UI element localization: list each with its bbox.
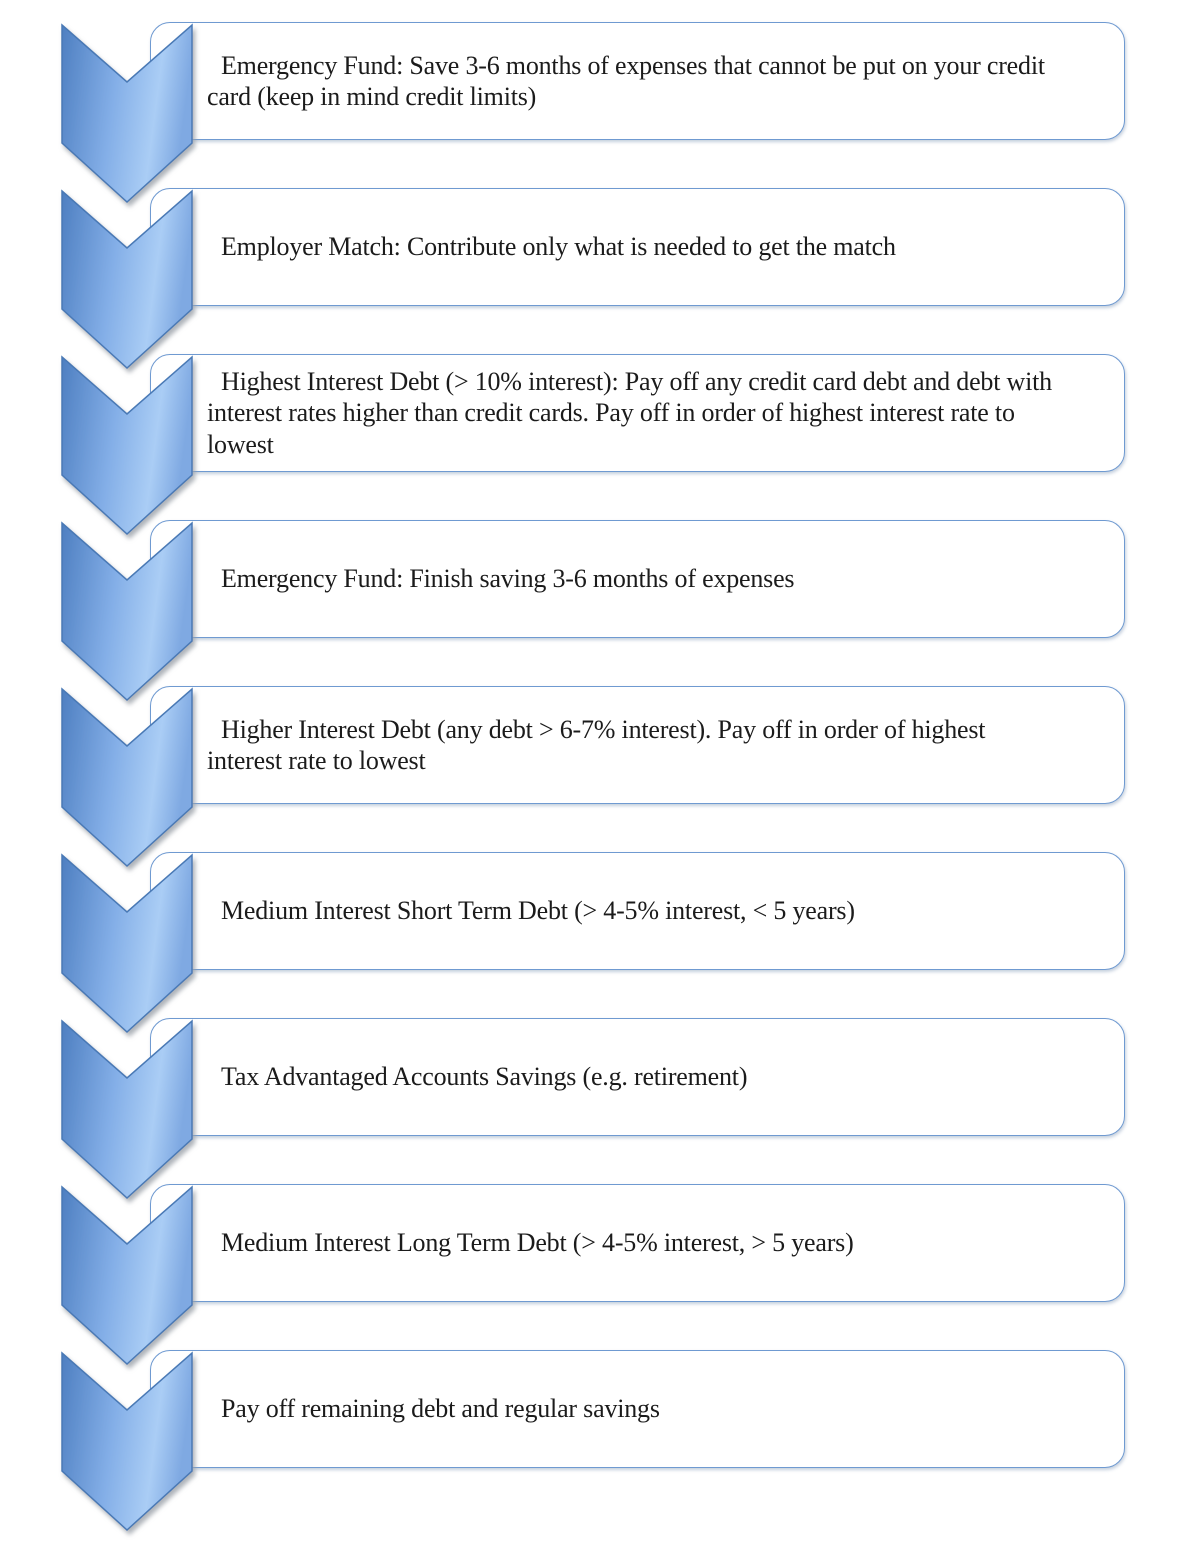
step-text: Medium Interest Long Term Debt (> 4-5% interest, > 5 years)	[221, 1228, 854, 1258]
step-text: Medium Interest Short Term Debt (> 4-5% interest, < 5 years)	[221, 896, 855, 926]
step-box	[150, 686, 1125, 804]
process-step-row	[0, 188, 1200, 354]
step-box	[150, 188, 1125, 306]
step-box	[150, 1184, 1125, 1302]
process-step-row	[0, 852, 1200, 1018]
step-box	[150, 852, 1125, 970]
process-step-row	[0, 1018, 1200, 1184]
process-step-row	[0, 354, 1200, 520]
process-step-row	[0, 22, 1200, 188]
step-box	[150, 1350, 1125, 1468]
step-text: Highest Interest Debt (> 10% interest): Pay off any credit card debt and debt with interest rates higher than credit cards. Pay off in order of highest interest rate to lowest	[207, 367, 1052, 459]
step-box	[150, 1018, 1125, 1136]
step-box	[150, 354, 1125, 472]
step-box	[150, 520, 1125, 638]
process-step-row	[0, 1184, 1200, 1350]
step-text: Employer Match: Contribute only what is needed to get the match	[221, 232, 896, 262]
step-text: Emergency Fund: Save 3-6 months of expenses that cannot be put on your credit card (keep in mind credit limits)	[207, 50, 1045, 111]
step-text: Higher Interest Debt (any debt > 6-7% interest). Pay off in order of highest interest rate to lowest	[207, 714, 986, 775]
process-step-row	[0, 1350, 1200, 1516]
step-text: Tax Advantaged Accounts Savings (e.g. retirement)	[221, 1062, 748, 1092]
step-box	[150, 22, 1125, 140]
step-text: Emergency Fund: Finish saving 3-6 months of expenses	[221, 564, 795, 594]
process-step-row	[0, 520, 1200, 686]
process-step-row	[0, 686, 1200, 852]
step-text: Pay off remaining debt and regular savings	[221, 1394, 660, 1424]
